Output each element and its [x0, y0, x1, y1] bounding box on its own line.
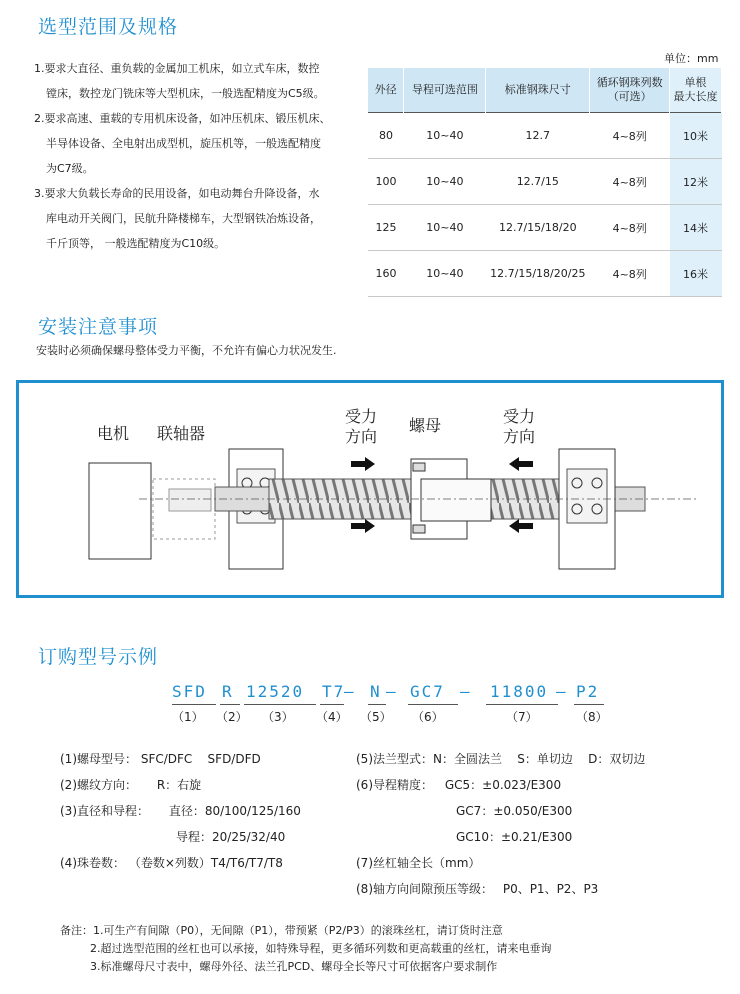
nut-body [421, 479, 491, 521]
motor-body [89, 463, 151, 559]
option-row: (4)珠卷数： （卷数×列数）T4/T6/T7/T8 [60, 856, 283, 870]
coupling-body [169, 489, 211, 511]
table-row: 100 10~40 12.7/15 4~8列 12米 [368, 159, 722, 205]
arrow-left-bottom-icon [509, 519, 533, 533]
option-row: 导程：20/25/32/40 [176, 830, 286, 844]
option-row: (5)法兰型式：N：全圆法兰 S：单切边 D：双切边 [356, 752, 646, 766]
code-part-6: GC7 [410, 682, 445, 701]
code-dash-4: — [556, 682, 568, 701]
th-max-length: 单根 最大长度 [670, 68, 722, 113]
arrow-right-bottom-icon [351, 519, 375, 533]
code-dash-1: — [344, 682, 356, 701]
code-index-4: （4） [316, 710, 348, 724]
label-force-left: 受力 方向 [345, 407, 378, 446]
note-line: 3.标准螺母尺寸表中，螺母外径、法兰孔PCD、螺母全长等尺寸可依据客户要求制作 [90, 960, 498, 973]
code-part-3: 12520 [246, 682, 305, 701]
th-lead-range: 导程可选范围 [404, 68, 486, 113]
option-row: (8)轴方向间隙预压等级： P0、P1、P2、P3 [356, 882, 599, 896]
th-diameter: 外径 [368, 68, 404, 113]
note-line: 2.超过选型范围的丝杠也可以承接，如特殊导程，更多循环列数和更高载重的丝杠，请来电垂询 [90, 942, 552, 955]
code-dash-3: — [460, 682, 472, 701]
spec-table [368, 68, 722, 297]
code-part-1: SFD [172, 682, 207, 701]
section-title-order: 订购型号示例 [38, 646, 159, 668]
table-header-row [368, 68, 722, 113]
spec-bullets [34, 56, 364, 256]
bullet-1: 1.要求大直径、重负载的金属加工机床，如立式车床，数控 镗床，数控龙门铣床等大型机床，一般选配精度为C5级。 [34, 62, 325, 100]
code-dash-2: — [386, 682, 398, 701]
right-bearing [567, 469, 607, 523]
order-code [172, 682, 632, 726]
label-force-right: 受力 方向 [503, 407, 536, 446]
option-row: (6)导程精度： GC5：±0.023/E300 [356, 778, 562, 792]
code-part-2: R [222, 682, 234, 701]
label-motor: 电机 [97, 424, 130, 443]
code-part-5: N [370, 682, 382, 701]
code-part-4: T7 [322, 682, 346, 701]
install-diagram [16, 380, 724, 598]
code-index-8: （8） [576, 710, 608, 724]
label-nut: 螺母 [409, 416, 442, 435]
order-options-right [356, 746, 726, 902]
bullet-3: 3.要求大负载长寿命的民用设备，如电动舞台升降设备，水 库电动开关阀门，民航升降楼梯车，大型钢铁冶炼设备， 千斤顶等， 一般选配精度为C10级。 [34, 187, 321, 250]
code-part-7: 11800 [490, 682, 549, 701]
arrow-left-top-icon [509, 457, 533, 471]
option-row: (2)螺纹方向： R：右旋 [60, 778, 202, 792]
option-row: GC10：±0.21/E300 [456, 830, 573, 844]
th-ball-size: 标准钢珠尺寸 [486, 68, 590, 113]
section-title-spec: 选型范围及规格 [38, 16, 179, 38]
option-row: (3)直径和导程： 直径：80/100/125/160 [60, 804, 301, 818]
install-desc: 安装时必须确保螺母整体受力平衡，不允许有偏心力状况发生. [36, 344, 337, 357]
notes [60, 922, 730, 976]
table-row: 160 10~40 12.7/15/18/20/25 4~8列 16米 [368, 251, 722, 297]
code-index-5: （5） [360, 710, 392, 724]
arrow-right-top-icon [351, 457, 375, 471]
code-part-8: P2 [576, 682, 600, 701]
option-row: (1)螺母型号： SFC/DFC SFD/DFD [60, 752, 261, 766]
order-options-left [60, 746, 360, 876]
code-index-1: （1） [172, 710, 204, 724]
bullet-2: 2.要求高速、重载的专用机床设备，如冲压机床、锻压机床、 半导体设备、全电射出成型机，旋压机等，一般选配精度 为C7级。 [34, 112, 331, 175]
code-index-2: （2） [216, 710, 248, 724]
option-row: (7)丝杠轴全长（mm） [356, 856, 481, 870]
unit-note: 单位：mm [664, 52, 719, 65]
table-row: 125 10~40 12.7/15/18/20 4~8列 14米 [368, 205, 722, 251]
th-circuits: 循环钢珠列数 （可选） [590, 68, 670, 113]
note-line: 备注：1.可生产有间隙（P0），无间隙（P1），带预紧（P2/P3）的滚珠丝杠，请订货时注意 [60, 924, 503, 937]
code-index-7: （7） [506, 710, 538, 724]
code-index-6: （6） [412, 710, 444, 724]
section-title-install: 安装注意事项 [38, 316, 159, 338]
table-row: 80 10~40 12.7 4~8列 10米 [368, 113, 722, 159]
code-index-3: （3） [262, 710, 294, 724]
label-coupling: 联轴器 [157, 424, 206, 443]
option-row: GC7：±0.050/E300 [456, 804, 573, 818]
